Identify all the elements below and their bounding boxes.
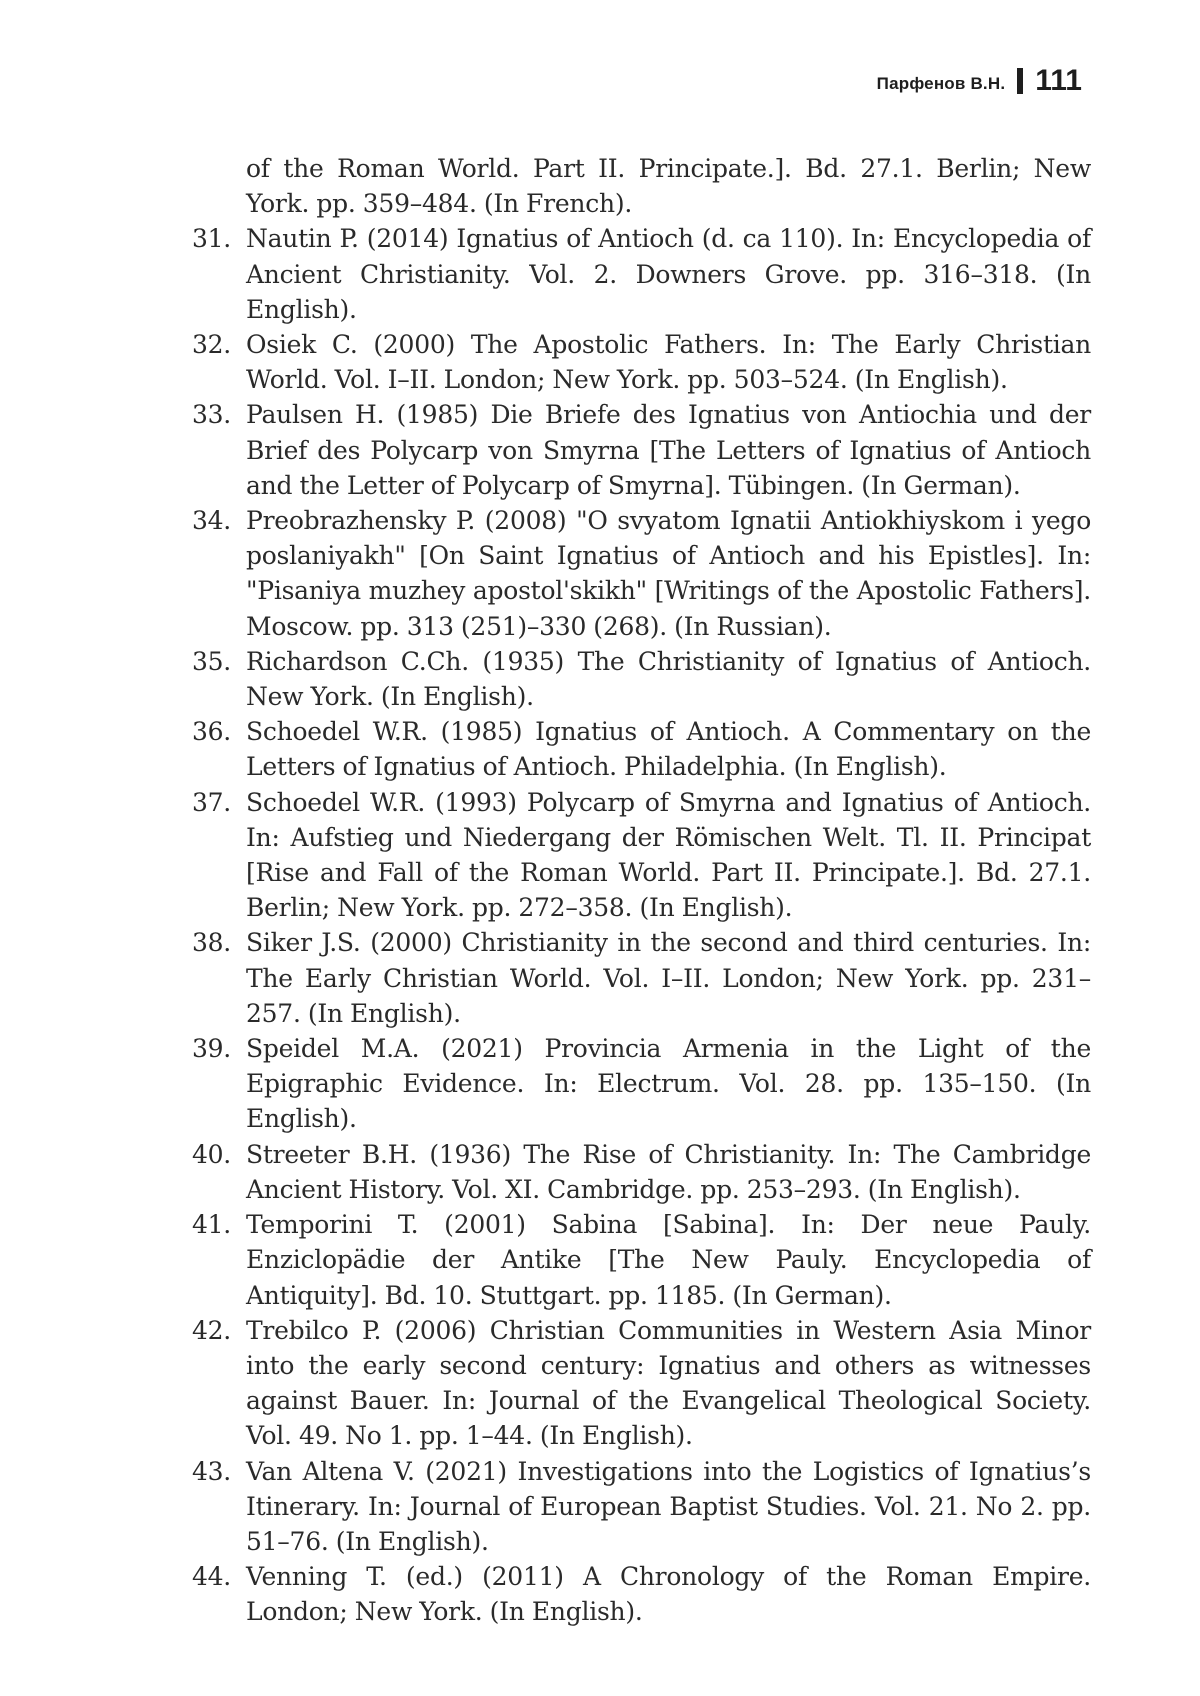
reference-number: 44. xyxy=(192,1562,232,1592)
reference-text: Trebilco P. (2006) Christian Communities in Western Asia Minor into the early second century: Ignatius and others as witnesses against Bauer. In: Journal of the Evangelical Theological Society. Vol. 49. No 1. pp. 1–44. (In English). xyxy=(246,1315,1091,1451)
reference-text: Osiek C. (2000) The Apostolic Fathers. In: The Early Christian World. Vol. I–II. London; New York. pp. 503–524. (In English). xyxy=(246,330,1091,395)
reference-item xyxy=(192,785,1091,926)
reference-number: 40. xyxy=(192,1139,232,1169)
reference-number: 43. xyxy=(192,1456,232,1486)
reference-text: Richardson C.Ch. (1935) The Christianity of Ignatius of Antioch. New York. (In English). xyxy=(246,646,1091,712)
reference-item xyxy=(192,714,1091,784)
reference-item xyxy=(192,151,1091,221)
reference-item xyxy=(192,1313,1091,1454)
reference-text: Van Altena V. (2021) Investigations into the Logistics of Ignatius’s Itinerary. In: Journal of European Baptist Studies. Vol. 21. No 2. pp. 51–76. (In English). xyxy=(246,1456,1091,1556)
reference-item xyxy=(192,221,1091,327)
header-author: Парфенов В.Н. xyxy=(876,74,1006,93)
reference-number: 31. xyxy=(192,224,232,254)
reference-number: 34. xyxy=(192,506,232,536)
reference-item xyxy=(192,1559,1091,1629)
reference-item xyxy=(192,503,1091,644)
reference-text: Siker J.S. (2000) Christianity in the second and third centuries. In: The Early Christian World. Vol. I–II. London; New York. pp. 231–257. (In English). xyxy=(246,928,1091,1028)
reference-text: Temporini T. (2001) Sabina [Sabina]. In: Der neue Pauly. Enziclopädie der Antike [The New Pauly. Encyclopedia of Antiquity]. Bd. 10. Stuttgart. pp. 1185. (In German). xyxy=(246,1210,1091,1310)
reference-text: Preobrazhensky P. (2008) "O svyatom Ignatii Antiokhiyskom i yego poslaniyakh" [On Saint Ignatius of Antioch and his Epistles]. In: "Pisaniya muzhey apostol'skikh" [Writings of the Apostolic Fathers]. Moscow. pp. 313 (251)–330 (268). (In Russian). xyxy=(246,506,1091,641)
reference-number: 41. xyxy=(192,1210,232,1240)
reference-item xyxy=(192,1207,1091,1313)
reference-number: 36. xyxy=(192,717,232,747)
running-header xyxy=(877,66,1082,96)
reference-item xyxy=(192,1137,1091,1207)
reference-number: 35. xyxy=(192,646,232,676)
reference-number: 32. xyxy=(192,330,232,360)
reference-text: Schoedel W.R. (1985) Ignatius of Antioch. A Commentary on the Letters of Ignatius of Antioch. Philadelphia. (In English). xyxy=(246,717,1091,782)
reference-item xyxy=(192,925,1091,1031)
reference-number: 42. xyxy=(192,1315,232,1345)
reference-number: 33. xyxy=(192,400,232,430)
reference-number: 38. xyxy=(192,928,232,958)
reference-item xyxy=(192,644,1091,714)
reference-item xyxy=(192,327,1091,397)
reference-item xyxy=(192,1031,1091,1137)
reference-item xyxy=(192,1454,1091,1560)
page-number: 111 xyxy=(1035,64,1082,97)
header-divider xyxy=(1017,68,1023,94)
reference-text: Speidel M.A. (2021) Provincia Armenia in the Light of the Epigraphic Evidence. In: Electrum. Vol. 28. pp. 135–150. (In English). xyxy=(246,1034,1091,1134)
reference-list xyxy=(192,151,1091,1630)
reference-text: Schoedel W.R. (1993) Polycarp of Smyrna and Ignatius of Antioch. In: Aufstieg und Niedergang der Römischen Welt. Tl. II. Principat [Rise and Fall of the Roman World. Part II. Principate.]. Bd. 27.1. Berlin; New York. pp. 272–358. (In English). xyxy=(246,787,1091,923)
reference-number: 39. xyxy=(192,1034,232,1064)
reference-text: Nautin P. (2014) Ignatius of Antioch (d. ca 110). In: Encyclopedia of Ancient Christianity. Vol. 2. Downers Grove. pp. 316–318. (In English). xyxy=(246,224,1091,324)
reference-text: Paulsen H. (1985) Die Briefe des Ignatius von Antiochia und der Brief des Polycarp von Smyrna [The Letters of Ignatius of Antioch and the Letter of Polycarp of Smyrna]. Tübingen. (In German). xyxy=(246,400,1091,500)
reference-text: of the Roman World. Part II. Principate.]. Bd. 27.1. Berlin; New York. pp. 359–484. (In French). xyxy=(246,154,1091,219)
reference-item xyxy=(192,397,1091,503)
reference-number: 37. xyxy=(192,787,232,817)
reference-text: Streeter B.H. (1936) The Rise of Christianity. In: The Cambridge Ancient History. Vol. XI. Cambridge. pp. 253–293. (In English). xyxy=(246,1139,1091,1204)
reference-text: Venning T. (ed.) (2011) A Chronology of the Roman Empire. London; New York. (In English). xyxy=(246,1562,1091,1627)
